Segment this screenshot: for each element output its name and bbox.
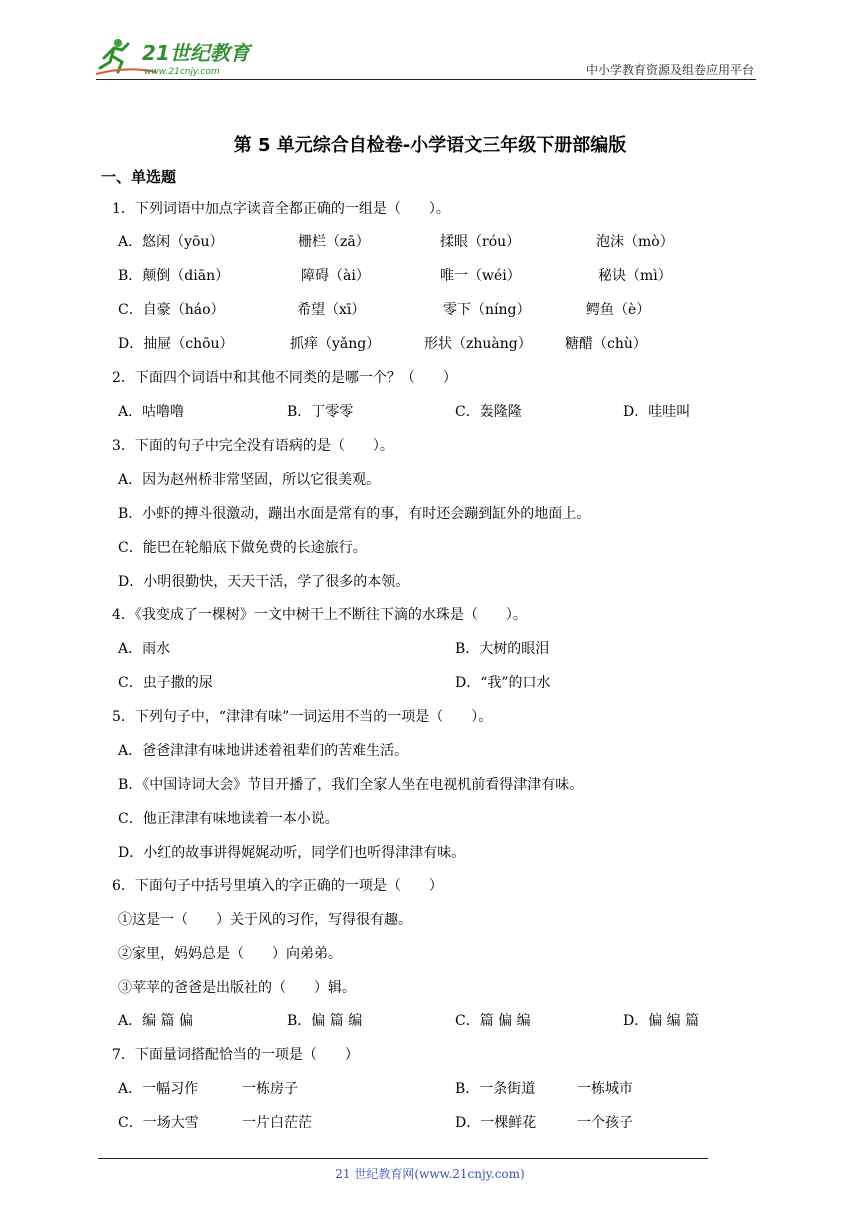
question-4-stem: 4．《我变成了一棵树》一文中树干上不断往下滴的水珠是（ ）。 (112, 607, 527, 623)
q5-option: D．小红的故事讲得娓娓动听，同学们也听得津津有味。 (118, 845, 466, 861)
q4-option: B．大树的眼泪 (455, 641, 550, 657)
question-1-stem: 1．下列词语中加点字读音全都正确的一组是（ ）。 (112, 201, 450, 217)
q1-option: D．抽屉（chōu） (118, 336, 234, 352)
q1-option: 鳄鱼（è） (586, 302, 651, 318)
q3-option: B．小虾的搏斗很激动，蹦出水面是常有的事，有时还会蹦到缸外的地面上。 (118, 506, 591, 522)
q3-option: A．因为赵州桥非常坚固，所以它很美观。 (118, 472, 381, 488)
q6-sentence: ③苹苹的爸爸是出版社的（ ）辑。 (118, 980, 356, 996)
q1-option: 形状（zhuàng） (424, 336, 532, 352)
q4-option: C．虫子撒的尿 (118, 675, 213, 691)
question-3-stem: 3．下面的句子中完全没有语病的是（ ）。 (112, 438, 394, 454)
q2-option: A．咕噜噜 (118, 404, 185, 420)
q1-option: 揉眼（róu） (440, 234, 521, 250)
q3-option: D．小明很勤快，天天干活，学了很多的本领。 (118, 574, 410, 590)
page-title: 第 5 单元综合自检卷-小学语文三年级下册部编版 (233, 135, 627, 156)
q7-option: D．一棵鲜花 (455, 1115, 537, 1131)
q1-option: C．自豪（háo） (118, 302, 225, 318)
q1-option: 糖醋（chù） (565, 336, 647, 352)
q1-option: 希望（xī） (297, 302, 366, 318)
q1-option: 零下（níng） (443, 302, 531, 318)
q1-option: 栅栏（zā） (298, 234, 370, 250)
q6-option: B．偏 篇 编 (287, 1013, 363, 1029)
q7-option: 一片白茫茫 (242, 1115, 312, 1131)
q4-option: D．“我”的口水 (455, 675, 551, 691)
q3-option: C．能巴在轮船底下做免费的长途旅行。 (118, 540, 367, 556)
question-2-stem: 2．下面四个词语中和其他不同类的是哪一个？（ ） (112, 370, 457, 386)
logo-wordmark: 21世纪教育 (142, 41, 250, 65)
q1-option: 抓痒（yǎng） (290, 336, 381, 352)
q7-option: 一个孩子 (577, 1115, 633, 1131)
q2-option: B．丁零零 (287, 404, 354, 420)
site-logo (96, 36, 266, 78)
q7-option: 一栋城市 (577, 1081, 633, 1097)
q6-sentence: ②家里，妈妈总是（ ）向弟弟。 (118, 946, 342, 962)
q1-option: 泡沫（mò） (596, 234, 674, 250)
q7-option: B．一条街道 (455, 1081, 536, 1097)
q7-option: 一栋房子 (242, 1081, 298, 1097)
q6-sentence: ①这是一（ ）关于风的习作，写得很有趣。 (118, 912, 412, 928)
footer-divider (98, 1158, 708, 1159)
q4-option: A．雨水 (118, 641, 171, 657)
q6-option: D．偏 编 篇 (623, 1013, 700, 1029)
q1-option: B．颠倒（diān） (118, 268, 230, 284)
q2-option: D．哇哇叫 (623, 404, 691, 420)
q1-option: 唯一（wéi） (440, 268, 521, 284)
q5-option: A．爸爸津津有味地讲述着祖辈们的苦难生活。 (118, 743, 409, 759)
q5-option: C．他正津津有味地读着一本小说。 (118, 811, 339, 827)
platform-name: 中小学教育资源及组卷应用平台 (585, 63, 754, 77)
q1-option: A．悠闲（yōu） (118, 234, 224, 250)
footer-link[interactable]: 21 世纪教育网(www.21cnjy.com) (335, 1167, 525, 1181)
q6-option: A．编 篇 偏 (118, 1013, 194, 1029)
header-divider (96, 79, 756, 80)
question-6-stem: 6．下面句子中括号里填入的字正确的一项是（ ） (112, 878, 443, 894)
q5-option: B．《中国诗词大会》节目开播了，我们全家人坐在电视机前看得津津有味。 (118, 777, 584, 793)
q7-option: C．一场大雪 (118, 1115, 199, 1131)
q7-option: A．一幅习作 (118, 1081, 199, 1097)
q1-option: 障碍（ài） (301, 268, 370, 284)
section-title: 一、单选题 (101, 168, 177, 186)
logo-url: www.21cnjy.com (144, 67, 220, 77)
q6-option: C．篇 偏 编 (455, 1013, 531, 1029)
question-7-stem: 7．下面量词搭配恰当的一项是（ ） (112, 1047, 359, 1063)
q2-option: C．轰隆隆 (455, 404, 522, 420)
question-5-stem: 5．下列句子中，“津津有味”一词运用不当的一项是（ ）。 (112, 709, 493, 725)
q1-option: 秘诀（mì） (598, 268, 672, 284)
